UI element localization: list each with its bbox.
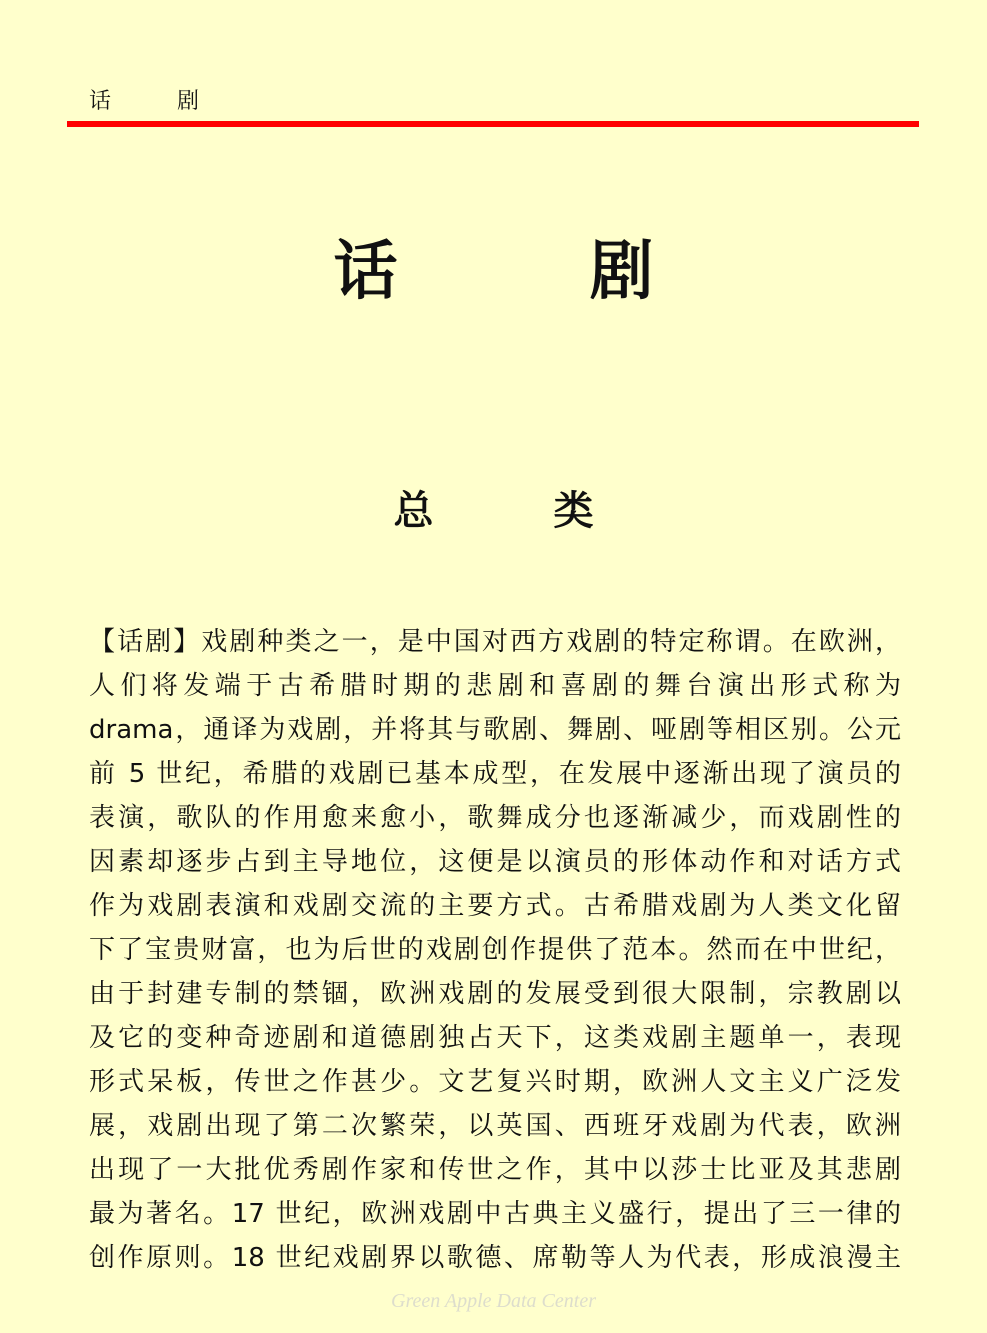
body-line: 最为著名。17 世纪，欧洲戏剧中古典主义盛行，提出了三一律的 (89, 1199, 901, 1229)
section-title: 总 类 (393, 488, 594, 534)
body-paragraph (89, 620, 901, 1280)
body-line: 因素却逐步占到主导地位，这便是以演员的形体动作和对话方式 (89, 847, 901, 877)
body-line: 下了宝贵财富，也为后世的戏剧创作提供了范本。然而在中世纪， (89, 935, 901, 965)
body-line: 出现了一大批优秀剧作家和传世之作，其中以莎士比亚及其悲剧 (89, 1155, 901, 1185)
body-line: 【话剧】戏剧种类之一，是中国对西方戏剧的特定称谓。在欧洲， (89, 627, 901, 657)
body-line: 及它的变种奇迹剧和道德剧独占天下，这类戏剧主题单一，表现 (89, 1023, 901, 1053)
page-title: 话 剧 (333, 235, 654, 309)
body-line: 作为戏剧表演和戏剧交流的主要方式。古希腊戏剧为人类文化留 (89, 891, 901, 921)
body-line: 形式呆板，传世之作甚少。文艺复兴时期，欧洲人文主义广泛发 (89, 1067, 901, 1097)
body-line: 表演，歌队的作用愈来愈小，歌舞成分也逐渐减少，而戏剧性的 (89, 803, 901, 833)
body-line: 创作原则。18 世纪戏剧界以歌德、席勒等人为代表，形成浪漫主 (89, 1243, 901, 1273)
running-header: 话 剧 (89, 89, 200, 114)
body-line: 由于封建专制的禁锢，欧洲戏剧的发展受到很大限制，宗教剧以 (89, 979, 901, 1009)
header-rule (67, 121, 919, 127)
watermark: Green Apple Data Center (391, 1290, 596, 1312)
body-line: 人们将发端于古希腊时期的悲剧和喜剧的舞台演出形式称为 (89, 671, 901, 701)
body-line: 展，戏剧出现了第二次繁荣，以英国、西班牙戏剧为代表，欧洲 (89, 1111, 901, 1141)
body-line: 前 5 世纪，希腊的戏剧已基本成型，在发展中逐渐出现了演员的 (89, 759, 901, 789)
body-line: drama，通译为戏剧，并将其与歌剧、舞剧、哑剧等相区别。公元 (89, 715, 901, 745)
